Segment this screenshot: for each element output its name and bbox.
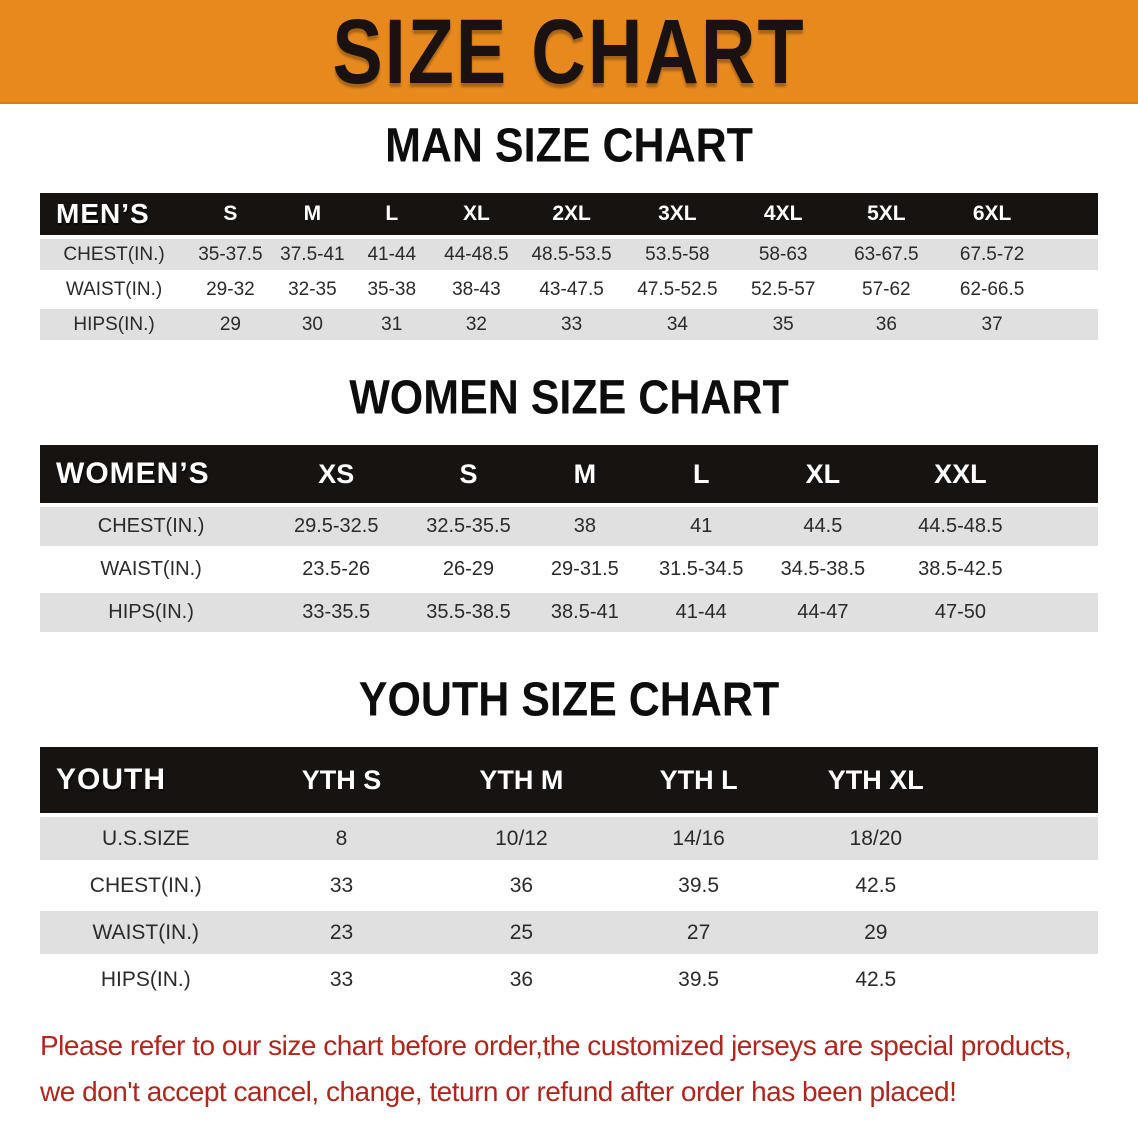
size-value-cell: 41-44 bbox=[367, 243, 417, 265]
size-value-cell: 29-32 bbox=[206, 278, 255, 300]
table-header-row bbox=[40, 445, 1098, 503]
size-value-cell: 39.5 bbox=[678, 873, 720, 897]
row-spacer-cell bbox=[1034, 550, 1098, 589]
size-value-cell: 33-35.5 bbox=[302, 601, 371, 623]
size-value-cell: 36 bbox=[509, 967, 534, 991]
row-spacer-cell bbox=[1045, 239, 1098, 270]
size-column-header: 6XL bbox=[972, 202, 1012, 225]
table-header-row bbox=[40, 193, 1098, 235]
size-value-cell: 8 bbox=[335, 826, 348, 850]
measurement-row bbox=[40, 958, 1098, 1001]
measurement-row bbox=[40, 274, 1098, 305]
size-column-header: XXL bbox=[934, 458, 987, 489]
measurement-row bbox=[40, 911, 1098, 954]
size-value-cell: 35-38 bbox=[367, 278, 417, 300]
measurement-row bbox=[40, 593, 1098, 632]
size-column-header: M bbox=[303, 202, 322, 225]
size-value-cell: 18/20 bbox=[849, 826, 903, 850]
row-label: HIPS(IN.) bbox=[73, 313, 155, 335]
size-value-cell: 39.5 bbox=[678, 967, 720, 991]
size-value-cell: 38.5-42.5 bbox=[918, 558, 1003, 580]
size-value-cell: 36 bbox=[509, 873, 534, 897]
size-value-cell: 26-29 bbox=[442, 558, 495, 580]
size-value-cell: 35-37.5 bbox=[198, 243, 263, 265]
page-title: SIZE CHART bbox=[332, 0, 806, 103]
size-value-cell: 38.5-41 bbox=[550, 601, 619, 623]
row-spacer-cell bbox=[1034, 507, 1098, 546]
disclaimer-line-2: we don't accept cancel, change, teturn or refund after order has been placed! bbox=[40, 1076, 957, 1107]
header-spacer-cell bbox=[1034, 445, 1098, 503]
size-value-cell: 58-63 bbox=[758, 243, 808, 265]
size-value-cell: 23 bbox=[329, 920, 354, 944]
size-column-header: YTH XL bbox=[827, 764, 924, 795]
size-column-header: L bbox=[692, 458, 710, 489]
row-spacer-cell bbox=[966, 911, 1098, 954]
row-label: WAIST(IN.) bbox=[92, 920, 200, 944]
men-section bbox=[0, 119, 1138, 344]
youth-section-heading: YOUTH SIZE CHART bbox=[358, 673, 780, 727]
disclaimer-line-1: Please refer to our size chart before order,the customized jerseys are special products, bbox=[40, 1030, 1072, 1061]
size-value-cell: 47.5-52.5 bbox=[637, 278, 718, 300]
size-value-cell: 31 bbox=[381, 313, 403, 335]
size-value-cell: 33 bbox=[329, 967, 354, 991]
size-value-cell: 43-47.5 bbox=[539, 278, 604, 300]
row-label: CHEST(IN.) bbox=[97, 515, 205, 537]
size-value-cell: 41 bbox=[690, 515, 713, 537]
size-column-header: YTH S bbox=[301, 764, 382, 795]
size-value-cell: 25 bbox=[509, 920, 534, 944]
table-corner-label: WOMEN’S bbox=[56, 457, 210, 490]
size-value-cell: 42.5 bbox=[855, 873, 897, 897]
size-column-header: XS bbox=[318, 458, 355, 489]
size-value-cell: 44-48.5 bbox=[444, 243, 509, 265]
measurement-row bbox=[40, 817, 1098, 860]
size-value-cell: 57-62 bbox=[862, 278, 911, 300]
women-section bbox=[0, 371, 1138, 636]
size-value-cell: 32 bbox=[465, 313, 487, 335]
row-spacer-cell bbox=[1045, 309, 1098, 340]
row-label: HIPS(IN.) bbox=[100, 967, 191, 991]
measurement-row bbox=[40, 507, 1098, 546]
size-value-cell: 67.5-72 bbox=[959, 243, 1025, 265]
row-spacer-cell bbox=[1045, 274, 1098, 305]
size-value-cell: 63-67.5 bbox=[854, 243, 919, 265]
size-column-header: XL bbox=[805, 458, 841, 489]
size-value-cell: 48.5-53.5 bbox=[531, 243, 612, 265]
row-spacer-cell bbox=[966, 864, 1098, 907]
size-value-cell: 38-43 bbox=[452, 278, 501, 300]
row-spacer-cell bbox=[966, 817, 1098, 860]
size-column-header: XL bbox=[462, 202, 490, 225]
men-section-heading: MAN SIZE CHART bbox=[385, 119, 753, 173]
row-label: HIPS(IN.) bbox=[108, 601, 194, 623]
measurement-row bbox=[40, 309, 1098, 340]
women-size-table bbox=[40, 441, 1098, 636]
size-column-header: 5XL bbox=[867, 202, 906, 225]
size-value-cell: 47-50 bbox=[934, 601, 986, 623]
measurement-row bbox=[40, 550, 1098, 589]
size-value-cell: 29-31.5 bbox=[550, 558, 619, 580]
header-spacer-cell bbox=[966, 747, 1098, 813]
table-corner-label: YOUTH bbox=[56, 763, 166, 796]
row-spacer-cell bbox=[966, 958, 1098, 1001]
size-value-cell: 36 bbox=[875, 313, 897, 335]
size-value-cell: 33 bbox=[329, 873, 354, 897]
table-header-row bbox=[40, 747, 1098, 813]
size-value-cell: 29 bbox=[219, 313, 241, 335]
size-value-cell: 31.5-34.5 bbox=[658, 558, 744, 580]
size-value-cell: 34.5-38.5 bbox=[780, 558, 866, 580]
size-value-cell: 41-44 bbox=[675, 601, 727, 623]
size-value-cell: 44-47 bbox=[797, 601, 849, 623]
row-label: CHEST(IN.) bbox=[63, 243, 165, 265]
size-value-cell: 30 bbox=[301, 313, 323, 335]
size-value-cell: 33 bbox=[561, 313, 583, 335]
order-disclaimer bbox=[40, 1023, 1118, 1115]
size-value-cell: 52.5-57 bbox=[750, 278, 816, 300]
header-spacer-cell bbox=[1045, 193, 1098, 235]
row-label: CHEST(IN.) bbox=[89, 873, 202, 897]
size-value-cell: 35 bbox=[772, 313, 794, 335]
size-column-header: YTH L bbox=[659, 764, 738, 795]
size-column-header: 4XL bbox=[763, 202, 803, 225]
size-column-header: YTH M bbox=[479, 764, 564, 795]
size-value-cell: 44.5 bbox=[803, 515, 843, 537]
size-column-header: M bbox=[573, 458, 597, 489]
size-value-cell: 35.5-38.5 bbox=[426, 601, 511, 623]
table-corner-label: MEN’S bbox=[56, 198, 150, 229]
size-value-cell: 10/12 bbox=[495, 826, 548, 850]
row-label: U.S.SIZE bbox=[102, 826, 190, 850]
size-column-header: S bbox=[459, 458, 478, 489]
size-value-cell: 38 bbox=[573, 515, 596, 537]
size-column-header: 3XL bbox=[658, 202, 697, 225]
row-label: WAIST(IN.) bbox=[100, 558, 202, 580]
size-column-header: S bbox=[223, 202, 238, 225]
size-column-header: L bbox=[385, 202, 399, 225]
size-value-cell: 23.5-26 bbox=[302, 558, 371, 580]
size-value-cell: 29.5-32.5 bbox=[293, 515, 379, 537]
size-value-cell: 34 bbox=[666, 313, 688, 335]
size-value-cell: 29 bbox=[864, 920, 888, 944]
size-value-cell: 62-66.5 bbox=[959, 278, 1025, 300]
row-label: WAIST(IN.) bbox=[65, 278, 163, 300]
women-section-heading: WOMEN SIZE CHART bbox=[349, 371, 789, 425]
size-column-header: 2XL bbox=[552, 202, 591, 225]
size-value-cell: 27 bbox=[686, 920, 711, 944]
size-value-cell: 14/16 bbox=[672, 826, 725, 850]
size-value-cell: 37 bbox=[981, 313, 1003, 335]
size-value-cell: 32.5-35.5 bbox=[426, 515, 511, 537]
size-chart-banner bbox=[0, 0, 1138, 104]
size-value-cell: 53.5-58 bbox=[645, 243, 710, 265]
youth-section bbox=[0, 673, 1138, 1005]
measurement-row bbox=[40, 864, 1098, 907]
size-value-cell: 42.5 bbox=[855, 967, 897, 991]
youth-size-table bbox=[40, 743, 1098, 1005]
size-value-cell: 32-35 bbox=[288, 278, 337, 300]
size-value-cell: 37.5-41 bbox=[280, 243, 345, 265]
men-size-table bbox=[40, 189, 1098, 344]
size-value-cell: 44.5-48.5 bbox=[918, 515, 1003, 537]
row-spacer-cell bbox=[1034, 593, 1098, 632]
measurement-row bbox=[40, 239, 1098, 270]
